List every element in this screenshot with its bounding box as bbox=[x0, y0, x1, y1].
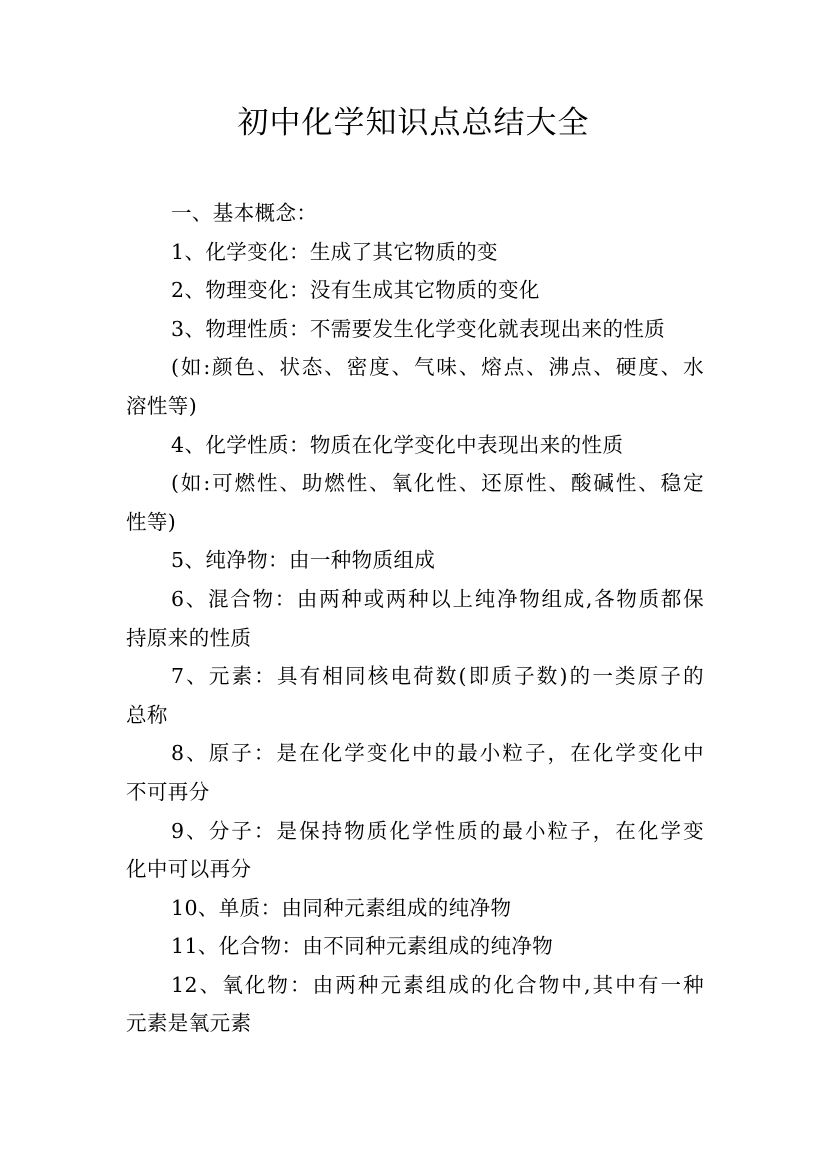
text-line: 7、元素：具有相同核电荷数(即质子数)的一类原子的 bbox=[171, 664, 704, 689]
text-line: 11、化合物：由不同种元素组成的纯净物 bbox=[171, 934, 554, 959]
document-title: 初中化学知识点总结大全 bbox=[237, 105, 590, 141]
document-body bbox=[126, 194, 704, 1043]
text-line: 3、物理性质：不需要发生化学变化就表现出来的性质 bbox=[171, 316, 666, 341]
text-line: 10、单质：由同种元素组成的纯净物 bbox=[171, 895, 512, 920]
text-line: 溶性等) bbox=[126, 393, 198, 418]
text-line: 元素是氧元素 bbox=[126, 1011, 252, 1036]
text-line: (如:可燃性、助燃性、氧化性、还原性、酸碱性、稳定 bbox=[171, 471, 704, 496]
text-line: 持原来的性质 bbox=[126, 625, 252, 650]
text-line: (如:颜色、状态、密度、气味、熔点、沸点、硬度、水 bbox=[171, 355, 704, 380]
text-line: 1、化学变化：生成了其它物质的变 bbox=[171, 239, 498, 264]
text-line: 总称 bbox=[126, 702, 168, 727]
text-line: 6、混合物：由两种或两种以上纯净物组成,各物质都保 bbox=[171, 586, 704, 611]
text-line: 9、分子：是保持物质化学性质的最小粒子，在化学变 bbox=[171, 818, 704, 843]
text-line: 2、物理变化：没有生成其它物质的变化 bbox=[171, 278, 540, 303]
section-heading: 一、基本概念： bbox=[171, 201, 318, 225]
text-line: 12、氧化物：由两种元素组成的化合物中,其中有一种 bbox=[171, 972, 704, 997]
text-line: 化中可以再分 bbox=[126, 857, 252, 882]
text-line: 5、纯净物：由一种物质组成 bbox=[171, 548, 436, 573]
text-line: 4、化学性质：物质在化学变化中表现出来的性质 bbox=[171, 432, 624, 457]
text-line: 不可再分 bbox=[126, 779, 210, 804]
text-line: 性等) bbox=[126, 509, 177, 534]
text-line: 8、原子：是在化学变化中的最小粒子，在化学变化中 bbox=[171, 741, 704, 766]
